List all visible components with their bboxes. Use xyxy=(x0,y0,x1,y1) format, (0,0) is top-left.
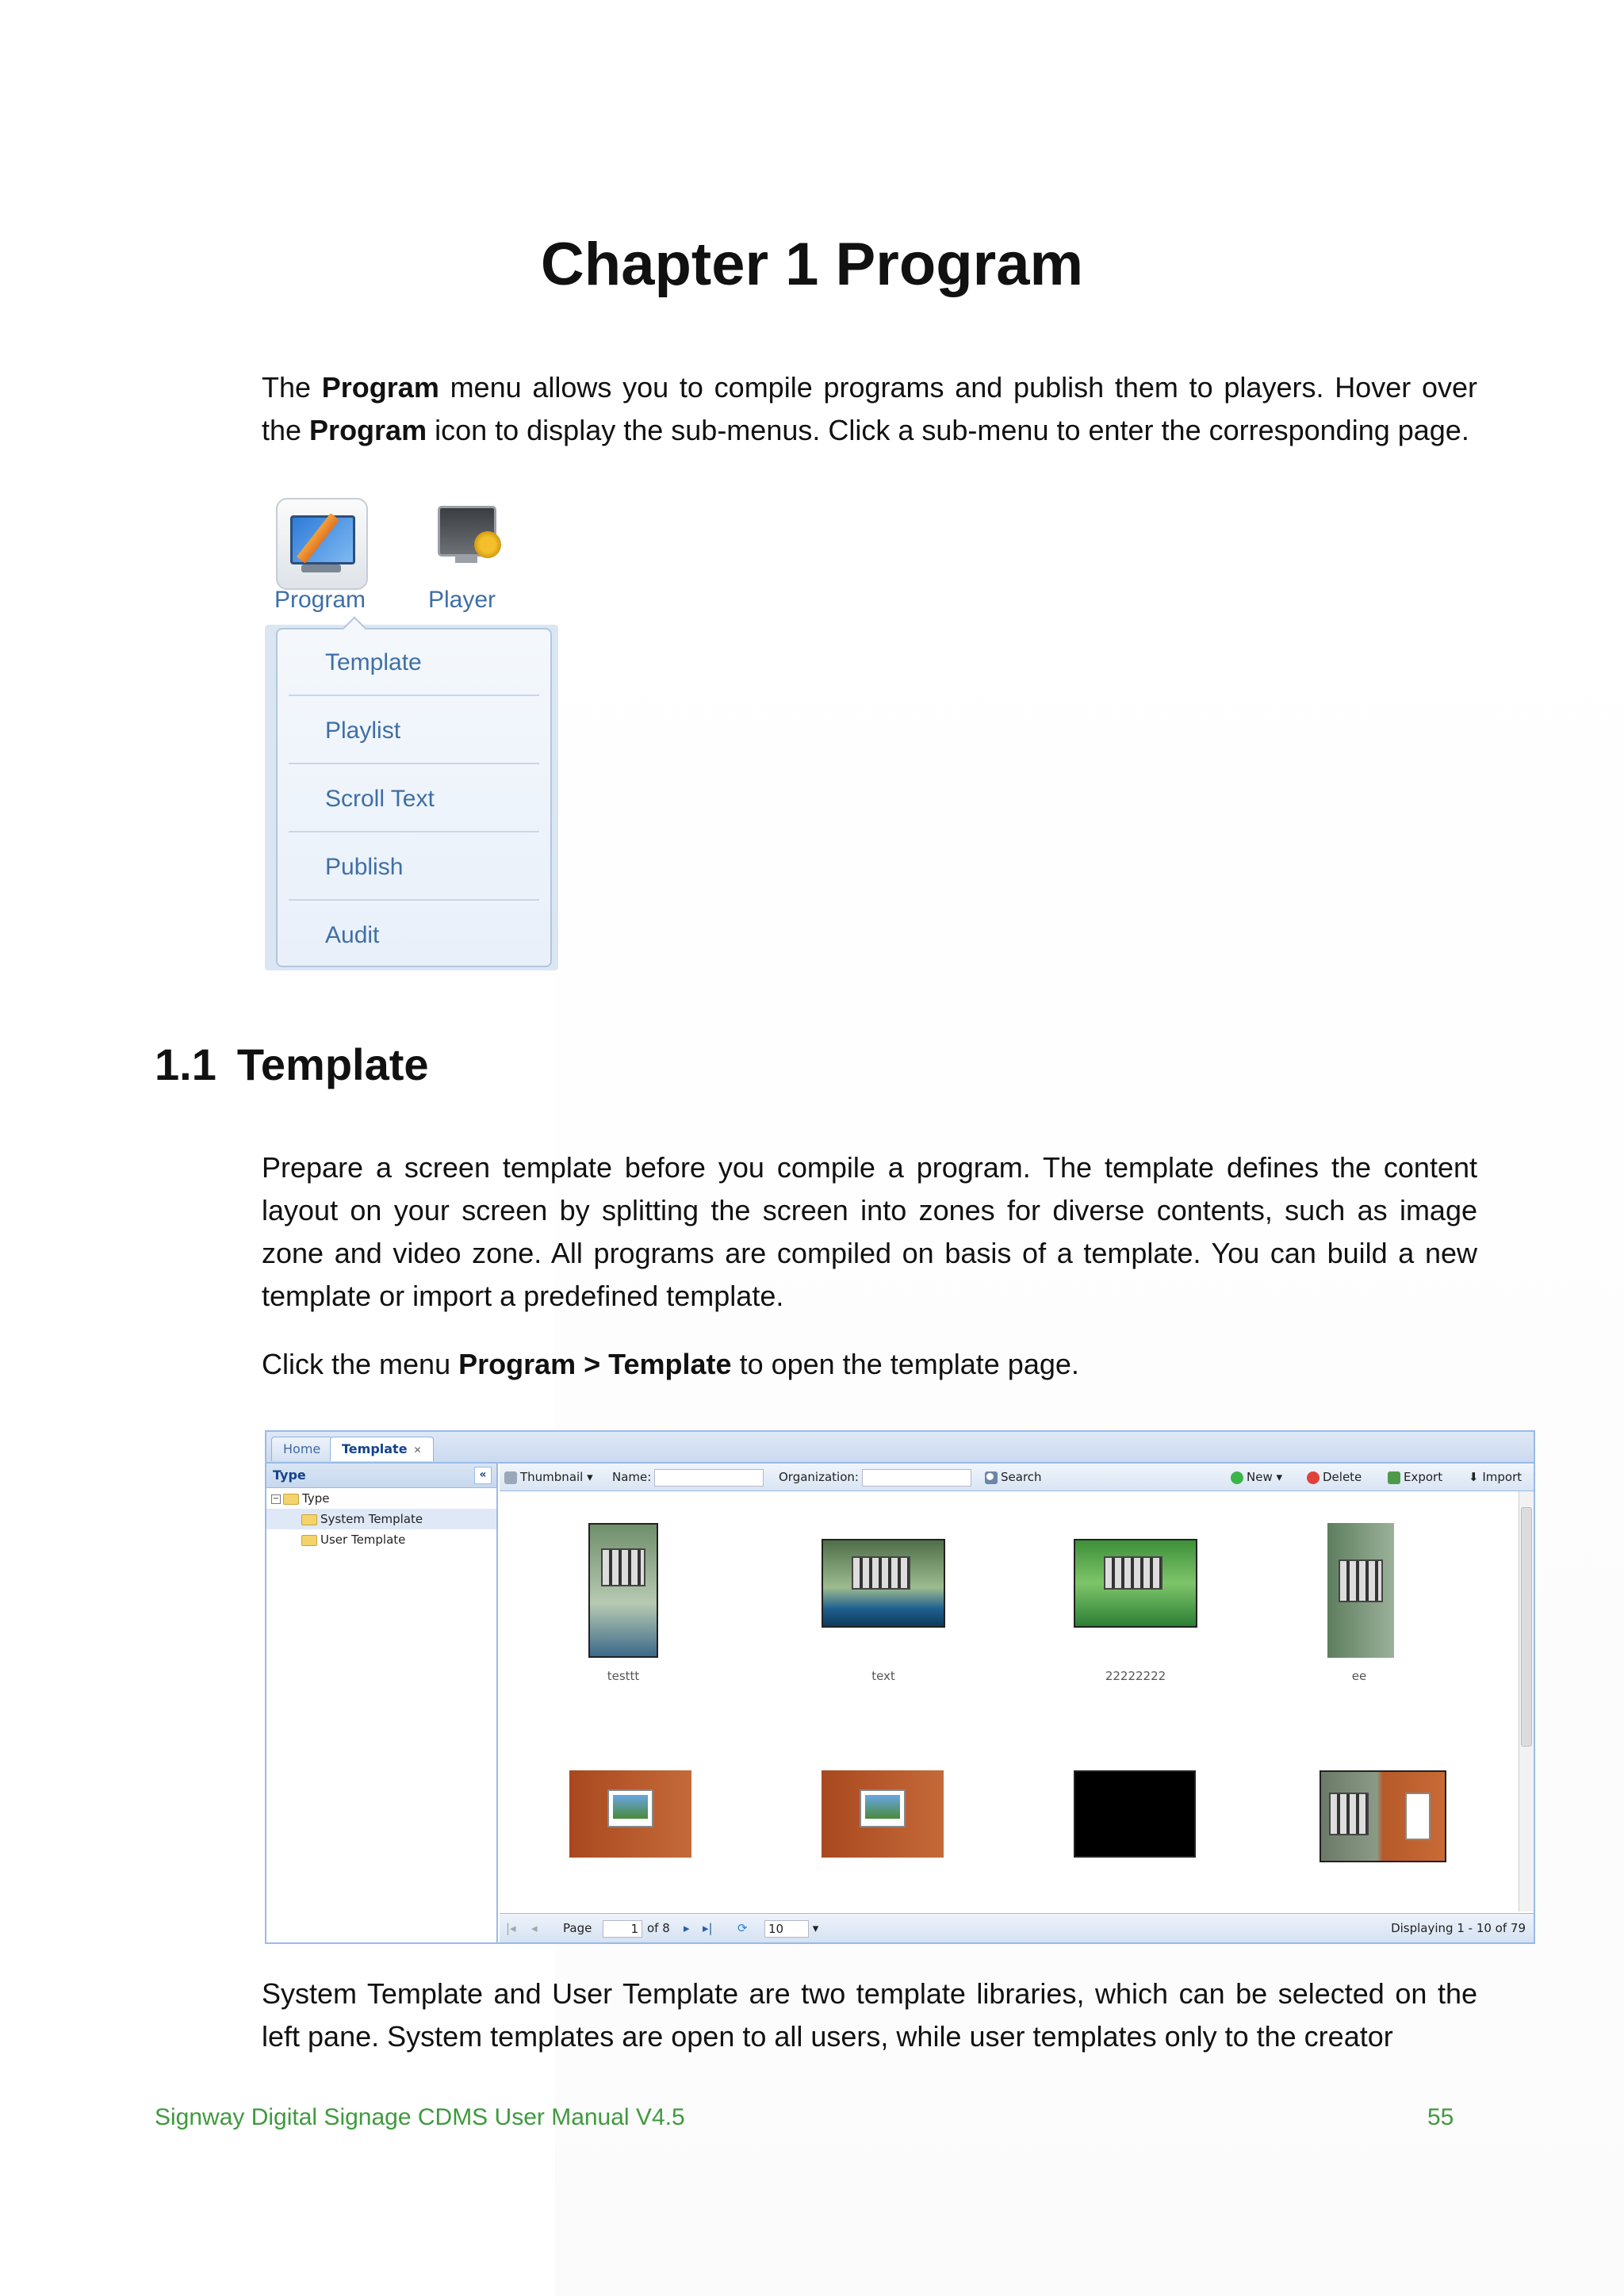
search-label: Search xyxy=(1001,1470,1042,1484)
type-pane-title: Type xyxy=(273,1468,306,1483)
instruction-text-1: Click the menu xyxy=(262,1348,459,1380)
name-filter-input[interactable] xyxy=(654,1469,764,1487)
template-thumbnail[interactable] xyxy=(1327,1523,1394,1658)
new-button[interactable]: New ▾ xyxy=(1231,1464,1282,1490)
template-thumbnail[interactable] xyxy=(569,1770,691,1858)
close-icon[interactable]: ✕ xyxy=(413,1445,422,1456)
tab-bar xyxy=(266,1432,1534,1464)
tab-template[interactable] xyxy=(330,1437,434,1461)
tree-node-user-template[interactable] xyxy=(266,1529,496,1550)
page-number-input[interactable] xyxy=(603,1914,642,1942)
intro-text-2: menu allows you to compile programs and publish them to players. Hover over the xyxy=(262,371,1477,446)
page-size-value[interactable]: 10 xyxy=(764,1920,809,1938)
intro-bold-1: Program xyxy=(321,371,439,404)
template-thumbnail[interactable] xyxy=(1074,1770,1196,1858)
thumbnail-caption: ee xyxy=(1351,1669,1367,1683)
organization-filter-label: Organization: xyxy=(779,1470,859,1484)
import-button[interactable] xyxy=(1469,1464,1522,1490)
delete-icon xyxy=(1307,1471,1320,1484)
template-page-screenshot xyxy=(265,1430,1535,1944)
import-label: Import xyxy=(1482,1470,1522,1484)
organization-filter-input[interactable] xyxy=(862,1469,971,1487)
program-icon[interactable] xyxy=(276,498,368,590)
folder-icon xyxy=(301,1514,317,1525)
page-size-select[interactable]: 10 ▾ xyxy=(764,1914,818,1942)
intro-text-1: The xyxy=(262,371,322,404)
page-number-value[interactable]: 1 xyxy=(603,1920,642,1938)
folder-icon xyxy=(283,1494,299,1505)
first-page-icon[interactable]: |◂ xyxy=(506,1921,516,1935)
collapse-icon[interactable]: « xyxy=(474,1467,492,1484)
footer-manual-title: Signway Digital Signage CDMS User Manual V4.5 xyxy=(155,2104,685,2130)
submenu-item-template[interactable]: Template xyxy=(289,629,539,696)
footer-page-number: 55 xyxy=(1427,2104,1454,2130)
tree-collapse-icon[interactable]: − xyxy=(272,1494,280,1503)
program-menu-label[interactable]: Program xyxy=(274,587,366,613)
tab-template-label: Template xyxy=(342,1441,408,1456)
instruction-text-2: to open the template page. xyxy=(731,1348,1079,1380)
template-libraries-paragraph: System Template and User Template are two template libraries, which can be selected on the left pane. System templates are open to all users, while user templates only to the creator xyxy=(262,1977,1477,2053)
intro-text-3: icon to display the sub-menus. Click a sub-menu to enter the corresponding page. xyxy=(427,414,1469,446)
page-count: of 8 xyxy=(647,1921,670,1935)
submenu-item-playlist[interactable]: Playlist xyxy=(289,698,539,764)
intro-paragraph xyxy=(262,366,1477,452)
export-label: Export xyxy=(1404,1470,1443,1484)
delete-label: Delete xyxy=(1323,1470,1362,1484)
thumbnail-caption: testtt xyxy=(607,1669,640,1683)
template-thumbnail-grid xyxy=(500,1491,1522,1911)
search-button[interactable] xyxy=(985,1464,1042,1490)
thumbnail-caption: text xyxy=(871,1669,895,1683)
export-icon xyxy=(1388,1471,1400,1484)
page-label: Page xyxy=(563,1921,592,1935)
player-menu-label[interactable]: Player xyxy=(428,587,496,613)
view-mode-label: Thumbnail xyxy=(520,1470,584,1484)
section-number: 1.1 xyxy=(155,1039,216,1089)
tab-home[interactable] xyxy=(271,1437,332,1461)
player-icon[interactable] xyxy=(428,498,517,587)
section-heading xyxy=(155,1039,429,1090)
displaying-info: Displaying 1 - 10 of 79 xyxy=(1391,1921,1526,1935)
prev-page-icon[interactable]: ◂ xyxy=(531,1921,538,1935)
last-page-icon[interactable]: ▸| xyxy=(703,1921,713,1935)
submenu-item-scroll-text[interactable]: Scroll Text xyxy=(289,766,539,832)
search-icon xyxy=(985,1471,998,1484)
grid-scrollbar[interactable] xyxy=(1519,1491,1534,1911)
program-menu-figure xyxy=(265,498,563,972)
template-thumbnail[interactable] xyxy=(822,1539,945,1628)
delete-button[interactable] xyxy=(1307,1464,1362,1490)
intro-bold-2: Program xyxy=(309,414,427,446)
template-thumbnail[interactable] xyxy=(1074,1539,1197,1628)
section-title: Template xyxy=(236,1039,429,1089)
name-filter-label: Name: xyxy=(612,1470,652,1484)
add-icon xyxy=(1231,1471,1243,1484)
template-description: Prepare a screen template before you compile a program. The template defines the content layout on your screen by splitting the screen into zones for diverse contents, such as image zone and video zone. All programs are compiled on basis of a template. You can build a new template or import a predefined template. xyxy=(262,1151,1477,1312)
submenu-item-publish[interactable]: Publish xyxy=(289,834,539,901)
name-filter xyxy=(612,1464,764,1490)
refresh-icon[interactable]: ⟳ xyxy=(737,1921,748,1935)
type-tree-pane xyxy=(266,1464,498,1942)
tree-node-type-label: Type xyxy=(302,1491,330,1506)
template-toolbar xyxy=(500,1464,1534,1491)
submenu-item-audit[interactable]: Audit xyxy=(325,922,380,948)
thumbnail-icon xyxy=(504,1471,517,1484)
tree-node-system-label: System Template xyxy=(320,1512,423,1526)
thumbnail-caption: 22222222 xyxy=(1105,1669,1166,1683)
folder-icon xyxy=(301,1535,317,1546)
import-icon: ⬇ xyxy=(1469,1470,1483,1484)
tab-home-label: Home xyxy=(283,1441,321,1456)
tree-node-user-label: User Template xyxy=(320,1533,406,1547)
template-thumbnail[interactable] xyxy=(822,1770,944,1858)
new-label: New xyxy=(1247,1470,1273,1484)
scrollbar-thumb[interactable] xyxy=(1521,1507,1532,1747)
instruction-menu-path: Program > Template xyxy=(458,1348,732,1380)
template-thumbnail[interactable] xyxy=(588,1523,658,1658)
template-main-panel xyxy=(500,1464,1534,1942)
view-mode-select[interactable]: Thumbnail ▾ xyxy=(504,1464,593,1490)
tree-node-type[interactable] xyxy=(266,1488,496,1509)
template-thumbnail[interactable] xyxy=(1320,1770,1446,1862)
type-pane-header xyxy=(266,1464,496,1488)
paging-toolbar xyxy=(500,1913,1534,1942)
next-page-icon[interactable]: ▸ xyxy=(684,1921,690,1935)
organization-filter xyxy=(779,1464,971,1490)
chapter-title: Chapter 1 Program xyxy=(540,231,1084,298)
export-button[interactable] xyxy=(1388,1464,1442,1490)
tree-node-system-template[interactable] xyxy=(266,1509,496,1529)
template-instruction xyxy=(262,1343,1477,1386)
program-submenu xyxy=(265,625,558,970)
